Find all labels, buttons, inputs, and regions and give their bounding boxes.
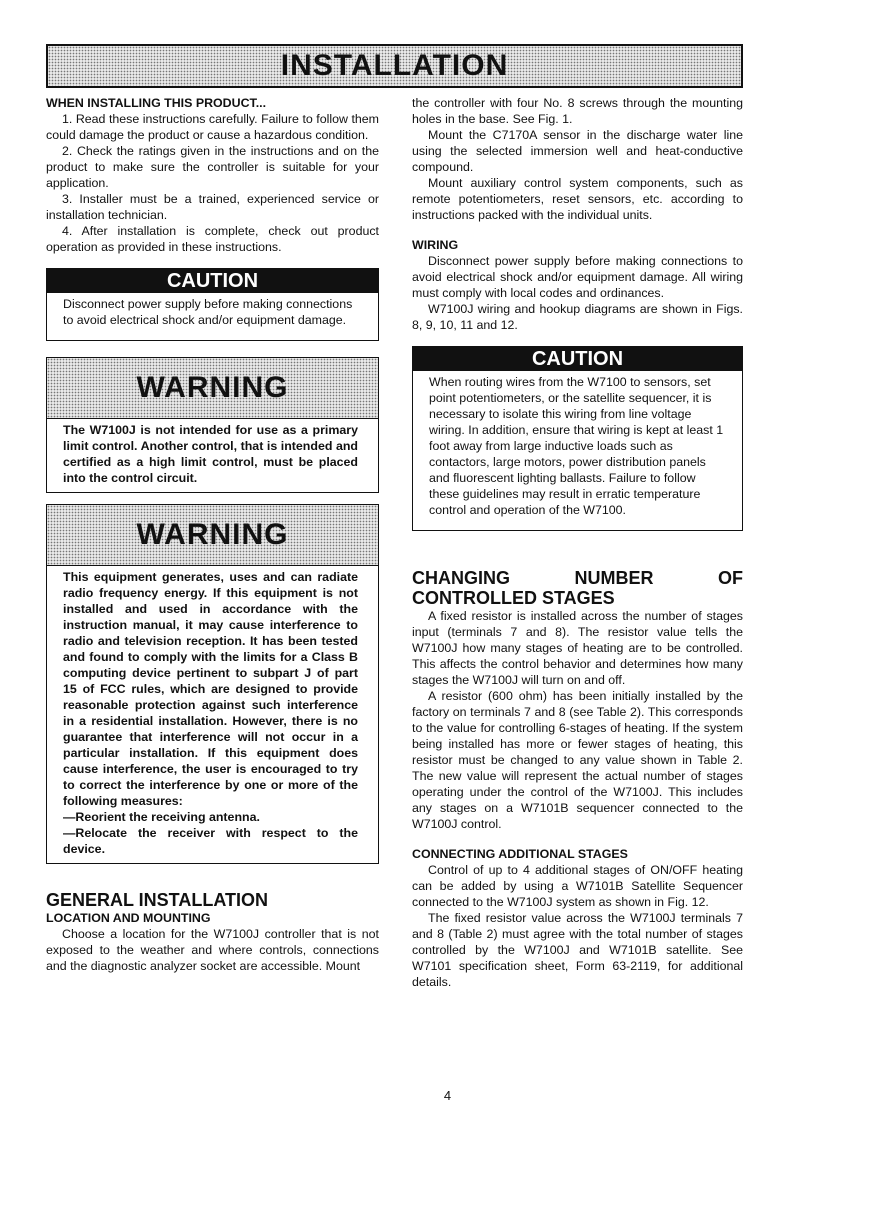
measure-item: —Relocate the receiver with respect to the device.	[63, 826, 358, 856]
install-step-4: 4. After installation is complete, check out product operation as provided in these instructions.	[46, 224, 379, 254]
warning-text: This equipment generates, uses and can radiate radio frequency energy. If this equipment is not installed and used in accordance with the instruction manual, it may cause interference to radio and television reception. It has been tested and found to comply with the limits for a Class B computing device pertinent to subpart J of part 15 of FCC rules, which are designed to provide reasonable protection against such interference in a residential installation. However, there is no guarantee that interference will not occur in a particular installation. If this equipment does cause interference, the user is encouraged to try to correct the interference by one or more of the following measures:	[63, 570, 358, 808]
caution-text: Disconnect power supply before making connections to avoid electrical shock and/or equipment damage.	[63, 297, 353, 327]
caution-box-power	[46, 268, 379, 341]
caution-label: CAUTION	[47, 269, 378, 293]
resistor-agree-text: The fixed resistor value across the W7100J terminals 7 and 8 (Table 2) must agree with the total number of stages controlled by the W7100J and W7101B satellite. See W7101 specification sheet, Form 63-2119, for additional details.	[412, 911, 743, 989]
changing-stages-heading: CHANGING NUMBER OF CONTROLLED STAGES	[412, 568, 743, 608]
warning-header	[47, 505, 378, 566]
wiring-heading: WIRING	[412, 238, 459, 252]
auxiliary-mount-text: Mount auxiliary control system components, such as remote potentiometers, reset sensors, etc. according to instructions packed with the individual units.	[412, 176, 743, 222]
mounting-continued-text: the controller with four No. 8 screws through the mounting holes in the base. See Fig. 1.	[412, 96, 743, 126]
measure-item: —Reorient the receiving antenna.	[63, 810, 260, 824]
changing-stages-text: A fixed resistor is installed across the number of stages input (terminals 7 and 8). The resistor value tells the W7100J how many stages of heating are to be controlled. This affects the control behavior and determines how many stages the W7100J will turn on and off.	[412, 609, 743, 687]
warning-label: WARNING	[136, 371, 289, 404]
resistor-factory-text: A resistor (600 ohm) has been initially installed by the factory on terminals 7 and 8 (see Table 2). This corresponds to the value for controlling 6-stages of heating. If the system being installed has more or fewer stages of heating, this resistor must be changed to any value shown in Table 2. The new value will represent the actual number of stages operating under the control of the W7100J. This includes any stages on a W7101B sequencer connected to the W7100J control.	[412, 689, 743, 831]
wiring-diagrams-text: W7100J wiring and hookup diagrams are shown in Figs. 8, 9, 10, 11 and 12.	[412, 302, 743, 332]
warning-label: WARNING	[136, 518, 289, 551]
connecting-stages-heading: CONNECTING ADDITIONAL STAGES	[412, 847, 628, 861]
warning-fcc-text-block	[47, 566, 378, 863]
caution-box-wiring	[412, 346, 743, 531]
section-title-banner	[46, 44, 743, 88]
general-installation-heading: GENERAL INSTALLATION	[46, 890, 268, 910]
page-number: 4	[443, 1088, 452, 1103]
warning-text: The W7100J is not intended for use as a primary limit control. Another control, that is intended and certified as a high limit control, must be placed into the control circuit.	[63, 423, 358, 485]
warning-box-limit	[46, 357, 379, 493]
location-mounting-heading: LOCATION AND MOUNTING	[46, 911, 211, 925]
caution-label: CAUTION	[413, 347, 742, 371]
connecting-stages-text: Control of up to 4 additional stages of ON/OFF heating can be added by using a W7101B Satellite Sequencer connected to the W7100J system as shown in Fig. 12.	[412, 863, 743, 909]
wiring-text: Disconnect power supply before making connections to avoid electrical shock and/or equipment damage. All wiring must comply with local codes and ordinances.	[412, 254, 743, 300]
sensor-mount-text: Mount the C7170A sensor in the discharge water line using the selected immersion well and heat-conductive compound.	[412, 128, 743, 174]
install-step-1: 1. Read these instructions carefully. Failure to follow them could damage the product or cause a hazardous condition.	[46, 112, 379, 142]
warning-header	[47, 358, 378, 419]
warning-box-fcc	[46, 504, 379, 864]
install-step-2: 2. Check the ratings given in the instructions and on the product to make sure the controller is suitable for your application.	[46, 144, 379, 190]
when-installing-heading: WHEN INSTALLING THIS PRODUCT...	[46, 96, 267, 110]
location-mounting-text: Choose a location for the W7100J controller that is not exposed to the weather and where controls, connections and the diagnostic analyzer socket are accessible. Mount	[46, 927, 379, 973]
caution-text: When routing wires from the W7100 to sensors, set point potentiometers, or the satellite sequencer, it is necessary to isolate this wiring from line voltage wiring. In addition, ensure that wiring is kept at least 1 foot away from large inductive loads such as contactors, large motors, power distribution panels and fluorescent lighting ballasts. Failure to follow these guidelines may result in erratic temperature control and operation of the W7100.	[429, 375, 724, 517]
right-column	[412, 95, 743, 990]
install-step-3: 3. Installer must be a trained, experienced service or installation technician.	[46, 192, 379, 222]
left-column	[46, 95, 379, 974]
section-title: INSTALLATION	[280, 49, 509, 82]
